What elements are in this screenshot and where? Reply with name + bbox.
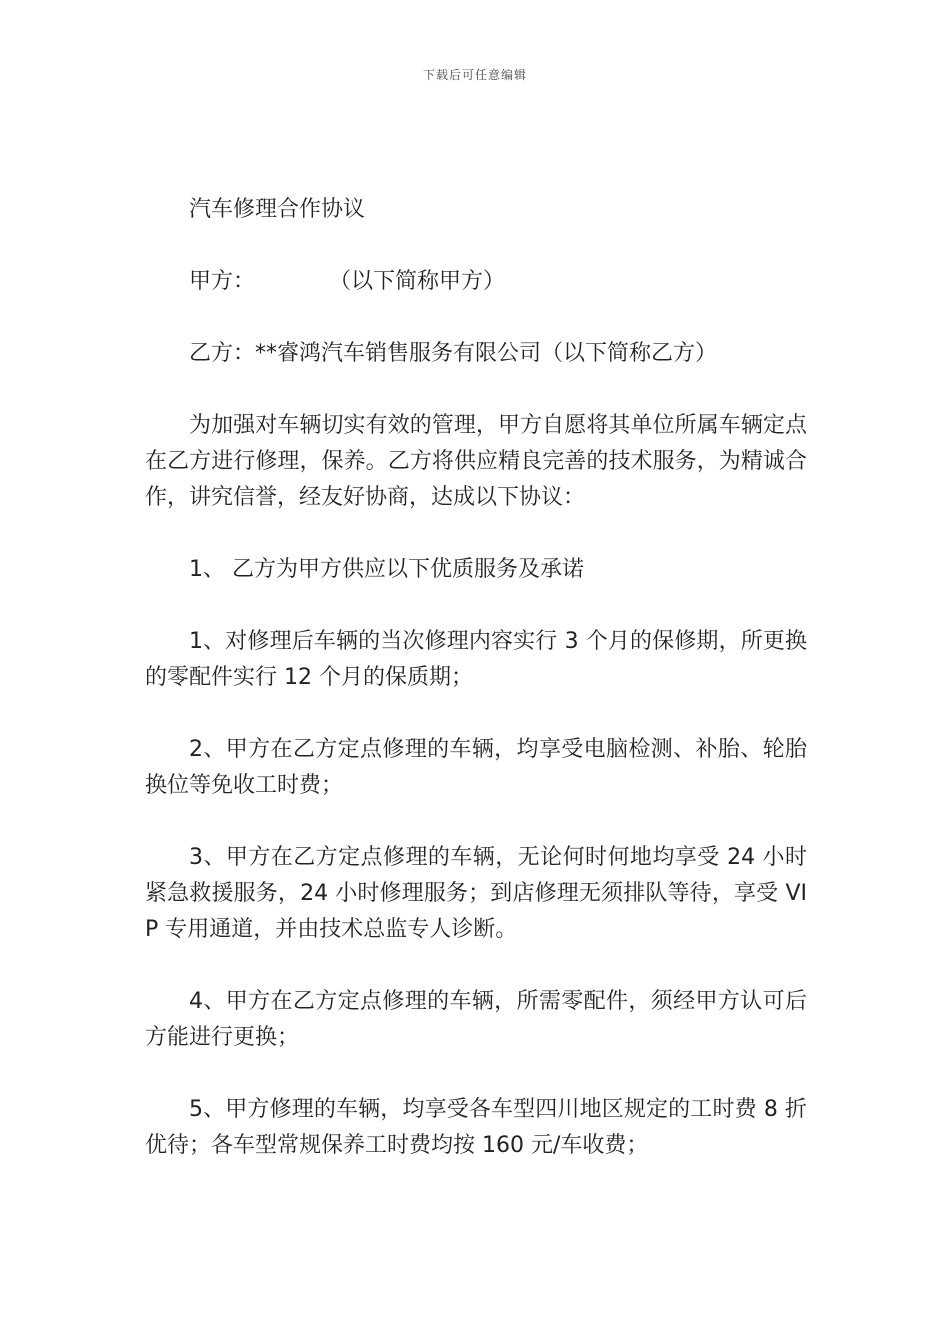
party-a-line [145, 264, 807, 300]
clause-1: 1、对修理后车辆的当次修理内容实行 3 个月的保修期，所更换的零配件实行 12 个月的保质期； [145, 629, 807, 690]
document-body [145, 192, 807, 1200]
party-a-label: 甲方： [189, 269, 256, 294]
clause-5: 5、甲方修理的车辆，均享受各车型四川地区规定的工时费 8 折优待；各车型常规保养工时费均按 160 元/车收费； [145, 1097, 807, 1158]
document-title: 汽车修理合作协议 [189, 197, 366, 222]
clause-4: 4、甲方在乙方定点修理的车辆，所需零配件，须经甲方认可后方能进行更换； [145, 989, 807, 1050]
party-b-line: 乙方：**睿鸿汽车销售服务有限公司（以下简称乙方） [189, 341, 718, 366]
intro-paragraph: 为加强对车辆切实有效的管理，甲方自愿将其单位所属车辆定点在乙方进行修理，保养。乙方将供应精良完善的技术服务，为精诚合作，讲究信誉，经友好协商，达成以下协议： [145, 413, 807, 510]
clause-3: 3、甲方在乙方定点修理的车辆，无论何时何地均享受 24 小时紧急救援服务，24 小时修理服务；到店修理无须排队等待，享受 VIP 专用通道，并由技术总监专人诊断。 [145, 845, 807, 942]
header-note: 下载后可任意编辑 [422, 68, 527, 82]
section-heading: 1、 乙方为甲方供应以下优质服务及承诺 [189, 557, 584, 582]
party-a-suffix: （以下简称甲方） [329, 269, 506, 294]
clause-2: 2、甲方在乙方定点修理的车辆，均享受电脑检测、补胎、轮胎换位等免收工时费； [145, 737, 807, 798]
